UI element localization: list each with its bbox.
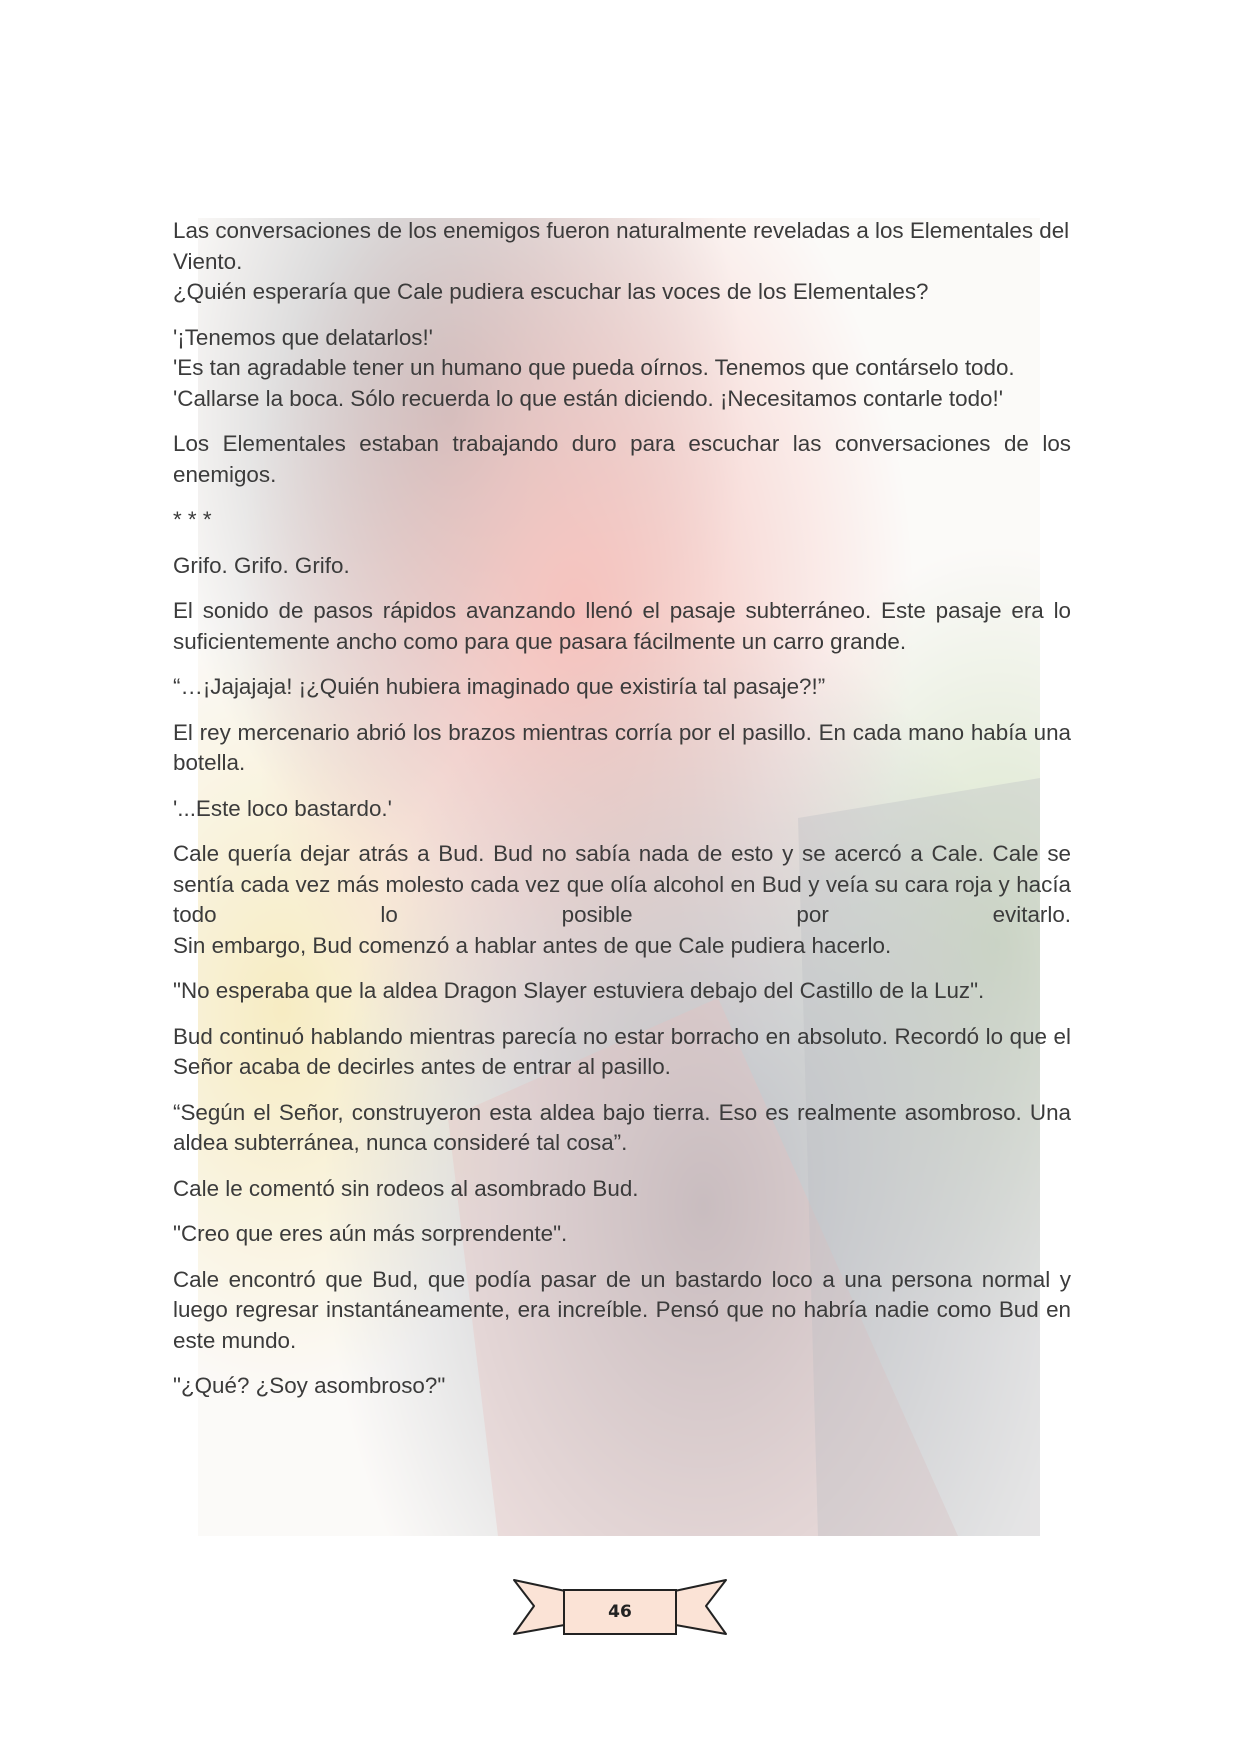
page-number-banner <box>512 1576 728 1638</box>
paragraph: Cale quería dejar atrás a Bud. Bud no sabía nada de esto y se acercó a Cale. Cale se sentía cada vez más molesto cada vez que olía alcohol en Bud y veía su cara roja y hacía todo lo posible por evitarlo. <box>173 841 1071 927</box>
paragraph: Los Elementales estaban trabajando duro para escuchar las conversaciones de los enemigos. <box>173 431 1071 487</box>
paragraph: '...Este loco bastardo.' <box>173 795 392 821</box>
paragraph: 'Callarse la boca. Sólo recuerda lo que están diciendo. ¡Necesitamos contarle todo!' <box>173 385 1004 411</box>
scene-break: * * * <box>173 507 212 532</box>
paragraph: El rey mercenario abrió los brazos mientras corría por el pasillo. En cada mano había una botella. <box>173 719 1071 775</box>
paragraph: 'Es tan agradable tener un humano que pueda oírnos. Tenemos que contárselo todo. <box>173 355 1015 380</box>
paragraph: Sin embargo, Bud comenzó a hablar antes de que Cale pudiera hacerlo. <box>173 932 892 958</box>
paragraph: Grifo. Grifo. Grifo. <box>173 552 350 578</box>
paragraph: ¿Quién esperaría que Cale pudiera escuchar las voces de los Elementales? <box>173 279 929 304</box>
page-number: 46 <box>608 1602 632 1622</box>
paragraph: Las conversaciones de los enemigos fueron naturalmente reveladas a los Elementales del Viento. <box>173 218 1070 274</box>
paragraph: "Creo que eres aún más sorprendente". <box>173 1221 568 1246</box>
paragraph: “Según el Señor, construyeron esta aldea bajo tierra. Eso es realmente asombroso. Una aldea subterránea, nunca consideré tal cosa”. <box>173 1099 1071 1155</box>
paragraph: Cale encontró que Bud, que podía pasar de un bastardo loco a una persona normal y luego regresar instantáneamente, era increíble. Pensó que no habría nadie como Bud en este mundo. <box>173 1266 1071 1353</box>
paragraph: Bud continuó hablando mientras parecía no estar borracho en absoluto. Recordó lo que el Señor acaba de decirles antes de entrar al pasillo. <box>173 1023 1071 1079</box>
paragraph: '¡Tenemos que delatarlos!' <box>173 324 433 350</box>
body-text <box>173 216 1071 1417</box>
paragraph: Cale le comentó sin rodeos al asombrado Bud. <box>173 1175 639 1201</box>
paragraph: “…¡Jajajaja! ¡¿Quién hubiera imaginado que existiría tal pasaje?!” <box>173 674 826 699</box>
paragraph: "¿Qué? ¿Soy asombroso?" <box>173 1373 446 1398</box>
paragraph: "No esperaba que la aldea Dragon Slayer estuviera debajo del Castillo de la Luz". <box>173 978 985 1003</box>
paragraph: El sonido de pasos rápidos avanzando llenó el pasaje subterráneo. Este pasaje era lo suficientemente ancho como para que pasara fácilmente un carro grande. <box>173 598 1071 654</box>
